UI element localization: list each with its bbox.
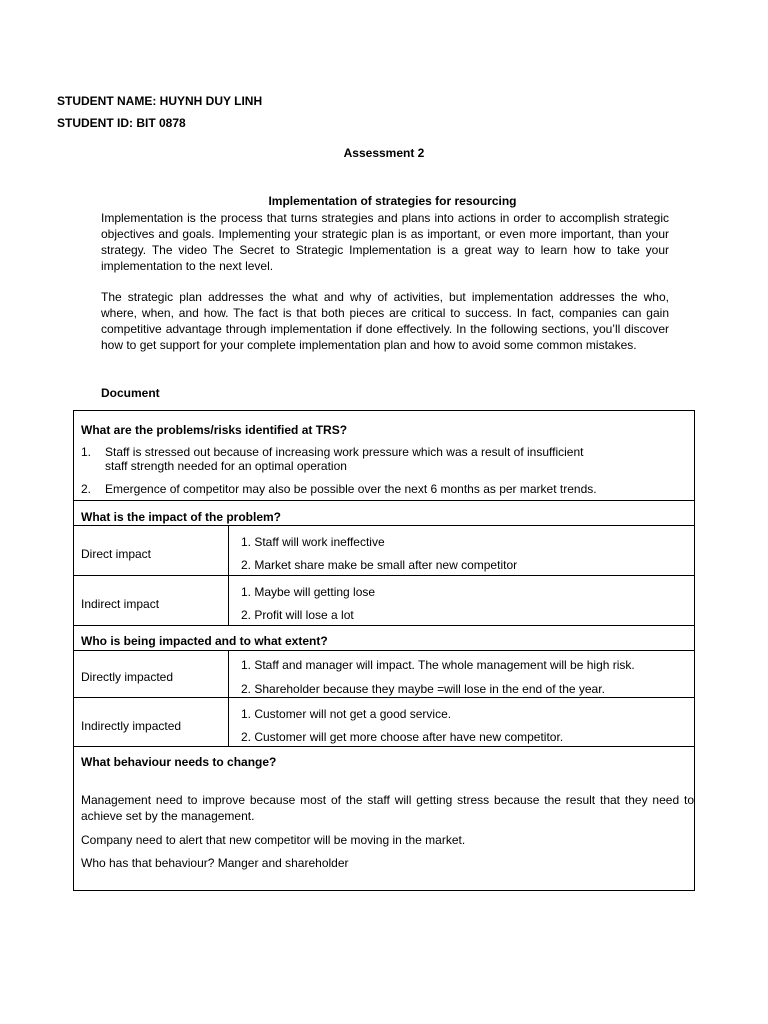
problem-text-continued: staff strength needed for an optimal operation <box>105 459 347 473</box>
indirect-impact-item-2: 2. Profit will lose a lot <box>241 608 354 622</box>
directly-impacted-item-2: 2. Shareholder because they maybe =will lose in the end of the year. <box>241 682 605 696</box>
indirectly-impacted-item-2: 2. Customer will get more choose after have new competitor. <box>241 730 564 744</box>
row-divider <box>74 625 694 626</box>
problems-heading: What are the problems/risks identified at TRS? <box>81 423 348 437</box>
problem-number: 2. <box>81 482 92 496</box>
indirect-impact-item-1: 1. Maybe will getting lose <box>241 585 376 599</box>
student-name: STUDENT NAME: HUYNH DUY LINH <box>57 94 263 108</box>
problem-text: Staff is stressed out because of increasing work pressure which was a result of insufficient <box>105 445 584 459</box>
paragraph-2: The strategic plan addresses the what and why of activities, but implementation addresses the who, where, when, and how. The fact is that both pieces are critical to success. In fact, companies can gain competitive advantage through implementation if done effectively. In the following sections, you’ll discover how to get support for your complete implementation plan and how to avoid some common mistakes. <box>101 290 669 352</box>
directly-impacted-label: Directly impacted <box>81 670 174 684</box>
row-divider <box>74 500 694 501</box>
behaviour-text-3: Who has that behaviour? Manger and shareholder <box>81 856 349 870</box>
direct-impact-item-2: 2. Market share make be small after new competitor <box>241 558 518 572</box>
row-divider <box>74 746 694 747</box>
indirectly-impacted-label: Indirectly impacted <box>81 719 182 733</box>
row-divider <box>74 697 694 698</box>
student-id: STUDENT ID: BIT 0878 <box>57 116 186 130</box>
section-title: Implementation of strategies for resourcing <box>268 194 517 208</box>
assessment-title: Assessment 2 <box>343 146 425 160</box>
row-divider <box>74 575 694 576</box>
behaviour-text-2: Company need to alert that new competitor will be moving in the market. <box>81 833 466 847</box>
column-divider <box>228 650 229 746</box>
behaviour-heading: What behaviour needs to change? <box>81 755 277 769</box>
document-table <box>73 410 695 891</box>
problem-item-1 <box>81 445 583 473</box>
row-divider <box>74 650 694 651</box>
direct-impact-item-1: 1. Staff will work ineffective <box>241 535 385 549</box>
problem-number: 1. <box>81 445 92 459</box>
direct-impact-label: Direct impact <box>81 547 152 561</box>
paragraph-1: Implementation is the process that turns strategies and plans into actions in order to accomplish strategic objectives and goals. Implementing your strategic plan is as important, or even more important, than your strategy. The video The Secret to Strategic Implementation is a great way to learn how to take your implementation to the next level. <box>101 211 669 273</box>
problem-text: Emergence of competitor may also be possible over the next 6 months as per market trends. <box>105 482 597 496</box>
row-divider <box>74 525 694 526</box>
impact-heading: What is the impact of the problem? <box>81 510 282 524</box>
problem-item-2 <box>81 482 597 496</box>
document-heading: Document <box>101 386 160 400</box>
who-heading: Who is being impacted and to what extent? <box>81 634 328 648</box>
behaviour-text-1: Management need to improve because most of the staff will getting stress because the result that they need to achieve set by the management. <box>81 793 694 823</box>
directly-impacted-item-1: 1. Staff and manager will impact. The whole management will be high risk. <box>241 658 635 672</box>
indirectly-impacted-item-1: 1. Customer will not get a good service. <box>241 707 452 721</box>
indirect-impact-label: Indirect impact <box>81 597 160 611</box>
